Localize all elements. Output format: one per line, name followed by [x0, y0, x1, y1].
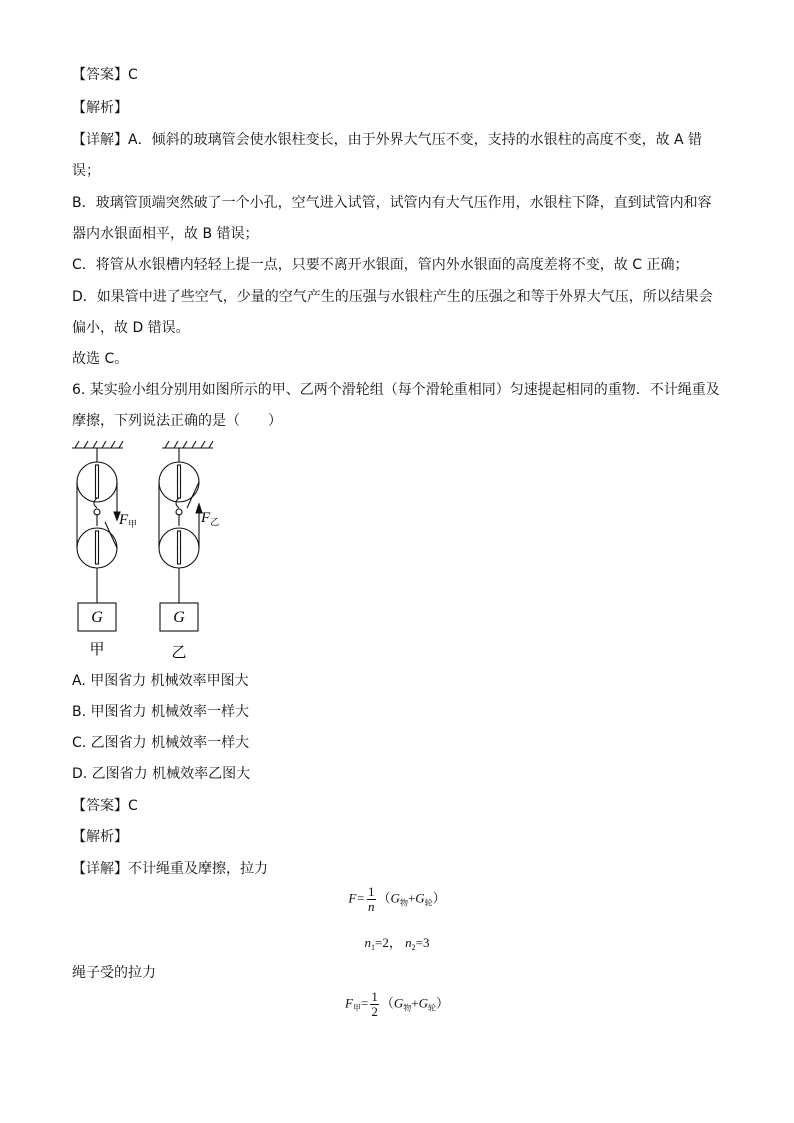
- weight-label-left: G: [91, 609, 103, 626]
- q5-option-d-line2: 偏小，故 D 错误。: [72, 320, 190, 336]
- formula-pull-force: F= $\frac{1}{n}$ $(G_物+G_轮)$: [348, 884, 446, 914]
- q6-option-b: B. 甲图省力 机械效率一样大: [72, 704, 249, 720]
- q6-stem-line1: 6. 某实验小组分别用如图所示的甲、乙两个滑轮组（每个滑轮重相同）匀速提起相同的重物．不计绳重及: [72, 382, 720, 398]
- q5-option-b-line2: 器内水银面相平，故 B 错误；: [72, 226, 259, 242]
- q6-option-a: A. 甲图省力 机械效率甲图大: [72, 673, 249, 689]
- caption-right: 乙: [171, 645, 187, 661]
- q5-analysis: 【解析】: [72, 100, 128, 116]
- q6-detail: 【详解】不计绳重及摩擦，拉力: [72, 861, 268, 877]
- q5-option-d-line1: D．如果管中进了些空气，少量的空气产生的压强与水银柱产生的压强之和等于外界大气压，所以结果会: [72, 289, 713, 305]
- caption-left: 甲: [89, 642, 105, 658]
- q6-analysis: 【解析】: [72, 829, 128, 845]
- q5-detail-line1: 【详解】A．倾斜的玻璃管会使水银柱变长，由于外界大气压不变，支持的水银柱的高度不变，故 A 错: [72, 132, 703, 148]
- formula-rope-count: $n_1=2$， $n_2=3$: [364, 935, 430, 952]
- q5-detail-line2: 误；: [72, 163, 100, 179]
- q6-answer: 【答案】C: [72, 798, 138, 814]
- formula-rope-force-jia: $F_甲=$ $\frac{1}{2}$ $(G_物+G_轮)$: [345, 989, 449, 1019]
- q6-option-c: C. 乙图省力 机械效率一样大: [72, 735, 250, 751]
- pulley-figure: [65, 440, 265, 670]
- force-label-right: $F_乙$: [201, 510, 220, 527]
- q5-option-c: C．将管从水银槽内轻轻上提一点，只要不离开水银面，管内外水银面的高度差将不变，故 C 正确；: [72, 257, 689, 273]
- q5-option-b-line1: B．玻璃管顶端突然破了一个小孔，空气进入试管，试管内有大气压作用，水银柱下降，直到试管内和容: [72, 195, 712, 211]
- weight-label-right: G: [173, 609, 185, 626]
- q6-rope-force: 绳子受的拉力: [72, 965, 156, 981]
- q6-option-d: D. 乙图省力 机械效率乙图大: [72, 766, 251, 782]
- q6-stem-line2: 摩擦，下列说法正确的是（ ）: [72, 413, 282, 429]
- q5-answer: 【答案】C: [72, 67, 138, 83]
- force-label-left: $F_甲$: [119, 512, 138, 529]
- q5-conclusion: 故选 C。: [72, 351, 129, 367]
